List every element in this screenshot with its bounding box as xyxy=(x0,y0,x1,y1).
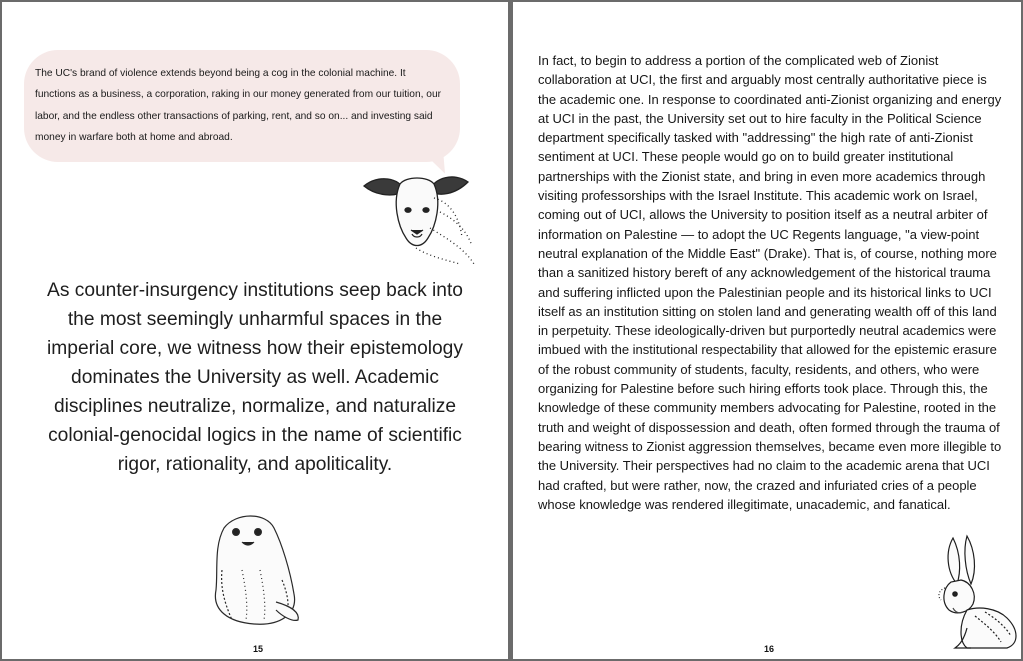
body-text: In fact, to begin to address a portion of the complicated web of Zionist collaboration at UCI, the first and arguably most centrally authoritative piece is the academic one. In response to coordinated anti-Zionist organizing and energy at UCI in the past, the University set out to hire faculty in the Political Science department specifically tasked with "addressing" the high rate of anti-Zionist sentiment at UCI. These people would go on to build greater institutional partnerships with the Zionist state, and bring in even more academics through visiting professorships with the Israel Institute. This academic work on Israel, coming out of UCI, allows the University to position itself as a neutral arbiter of information on Palestine — to adopt the UC Regents language, "a view-point neutral explanation of the Middle East" (Drake). That is, of course, nothing more than a sanitized history bereft of any acknowledgement of the historical trauma and suffering inflicted upon the Palestinian people and its historical links to UCI itself as an institution sitting on stolen land and generating wealth off of this land in perpetuity. These ideologically-driven but purportedly neutral academics were imbued with the institutional respectability that allowed for the epistemic erasure of the robust community of students, faculty, residents, and others, who were organizing for Palestine before such hiring efforts took place. Through this, the knowledge of these community members advocating for Palestine, rooted in the truth and weight of dispossession and death, often formed through the trauma of bearing witness to Zionist aggression themselves, became even more illegible to the University. Their perspectives had no claim to the academic arena that UCI had crafted, but were rather, now, the crazed and infuriated cries of a people whose knowledge was rendered illegitimate, unacademic, and fanatical. xyxy=(538,53,1002,512)
speech-bubble-text: The UC's brand of violence extends beyond being a cog in the colonial machine. It functions as a business, a corporation, raking in our money generated from our tuition, our labor, and the endless other transactions of parking, rent, and so on... and investing said money in warfare both at home and abroad. xyxy=(35,68,442,143)
lamb-illustration xyxy=(356,168,478,270)
page-15 xyxy=(2,2,508,659)
page-16 xyxy=(513,2,1021,659)
pull-quote: As counter-insurgency institutions seep back into the most seemingly unharmful spaces in the imperial core, we witness how their epistemology dominates the University as well. Academic disciplines neutralize, normalize, and naturalize colonial-genocidal logics in the name of scientific rigor, rationality, and apoliticality. xyxy=(47,280,463,475)
page-number: 16 xyxy=(763,644,774,654)
seal-illustration xyxy=(202,510,306,628)
rabbit-illustration xyxy=(931,532,1021,652)
page-number: 15 xyxy=(252,644,263,654)
